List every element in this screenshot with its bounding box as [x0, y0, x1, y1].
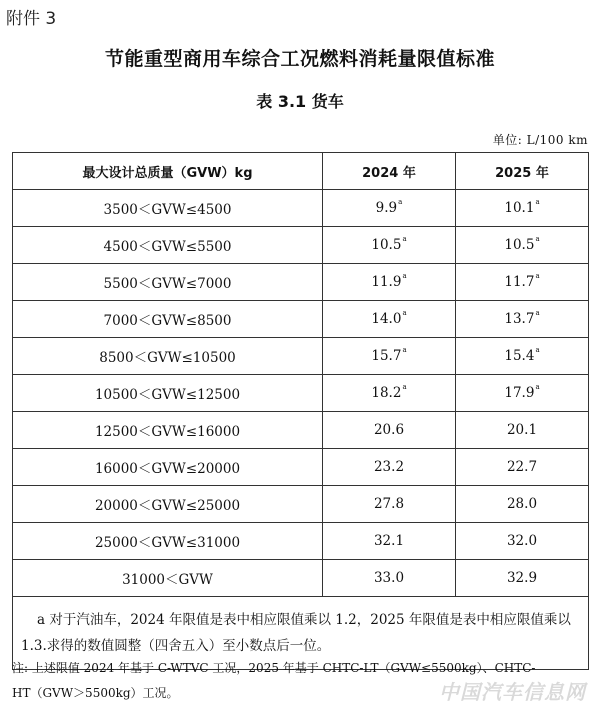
table-row: [13, 486, 589, 523]
table-note: a 对于汽油车，2024 年限值是表中相应限值乘以 1.2，2025 年限值是表中相应限值乘以 1.3.求得的数值圆整（四舍五入）至小数点后一位。: [13, 597, 589, 670]
footnote-marker: a: [402, 383, 407, 391]
table-header-row: [13, 153, 589, 190]
cell-2024-limit: [323, 486, 456, 523]
unit-label: 单位: L/100 km: [492, 133, 588, 147]
footnote-marker: a: [535, 346, 540, 354]
table-row: [13, 190, 589, 227]
cell-gvw-range: [13, 190, 323, 227]
cell-2025-limit-value: 10.1: [504, 200, 535, 216]
cell-2024-limit: [323, 560, 456, 597]
watermark-logo: 中国汽车信息网: [439, 680, 586, 704]
cell-2024-limit: [323, 227, 456, 264]
cell-gvw-range: [13, 338, 323, 375]
cell-2025-limit: [456, 449, 589, 486]
cell-gvw-range-value: 20000＜GVW≤25000: [94, 498, 241, 514]
cell-2024-limit: [323, 375, 456, 412]
cell-2024-limit-value: 15.7: [371, 348, 402, 364]
table-row: [13, 449, 589, 486]
table-row: [13, 412, 589, 449]
cell-gvw-range: [13, 523, 323, 560]
table-row: [13, 264, 589, 301]
table-row: [13, 301, 589, 338]
cell-2025-limit-value: 22.7: [506, 459, 538, 475]
cell-2025-limit: [456, 375, 589, 412]
cell-gvw-range-value: 3500＜GVW≤4500: [103, 202, 232, 218]
cell-2024-limit: [323, 190, 456, 227]
cell-2025-limit: [456, 264, 589, 301]
cell-2025-limit-value: 13.7: [504, 311, 535, 327]
footnote-marker: a: [402, 309, 407, 317]
cell-2025-limit-value: 32.0: [506, 533, 538, 549]
table-caption: 表 3.1 货车: [256, 92, 344, 111]
cell-gvw-range: [13, 560, 323, 597]
cell-gvw-range-value: 10500＜GVW≤12500: [94, 387, 241, 403]
cell-2024-limit-value: 9.9: [375, 200, 398, 216]
cell-2025-limit: [456, 412, 589, 449]
cell-gvw-range-value: 4500＜GVW≤5500: [103, 239, 232, 255]
cell-2025-limit: [456, 301, 589, 338]
annex-label: 附件 3: [6, 9, 57, 29]
footnote-marker: a: [535, 272, 540, 280]
footnote-marker: a: [402, 346, 407, 354]
cell-2025-limit-value: 20.1: [506, 422, 538, 438]
cell-2025-limit-value: 32.9: [506, 570, 538, 586]
cell-2024-limit: [323, 301, 456, 338]
cell-2025-limit-value: 11.7: [504, 274, 535, 290]
footnote-marker: a: [402, 272, 407, 280]
table-row: [13, 375, 589, 412]
cell-gvw-range: [13, 301, 323, 338]
table-row: [13, 227, 589, 264]
cell-2025-limit: [456, 560, 589, 597]
header-gvw: 最大设计总质量（GVW）kg: [13, 153, 323, 190]
cell-2025-limit-value: 28.0: [506, 496, 538, 512]
cell-2025-limit: [456, 227, 589, 264]
footnote: 注: 上述限值 2024 年基于 C-WTVC 工况，2025 年基于 CHTC-LT（GVW≤5500kg）、CHTC-HT（GVW＞5500kg）工况。: [12, 661, 536, 700]
cell-2024-limit-value: 10.5: [371, 237, 402, 253]
footnote-marker: a: [535, 383, 540, 391]
cell-gvw-range-value: 5500＜GVW≤7000: [103, 276, 232, 292]
cell-2024-limit-value: 23.2: [373, 459, 405, 475]
cell-gvw-range: [13, 449, 323, 486]
cell-2025-limit: [456, 190, 589, 227]
cell-gvw-range: [13, 486, 323, 523]
cell-2024-limit: [323, 449, 456, 486]
cell-2024-limit: [323, 523, 456, 560]
cell-gvw-range-value: 25000＜GVW≤31000: [94, 535, 241, 551]
table-row: [13, 338, 589, 375]
cell-2024-limit: [323, 264, 456, 301]
cell-gvw-range-value: 12500＜GVW≤16000: [94, 424, 241, 440]
footnote-marker: a: [535, 198, 540, 206]
footnote-marker: a: [535, 235, 540, 243]
cell-2025-limit: [456, 523, 589, 560]
cell-gvw-range: [13, 227, 323, 264]
cell-2024-limit-value: 11.9: [371, 274, 402, 290]
header-2025: 2025 年: [456, 153, 589, 190]
cell-2024-limit: [323, 412, 456, 449]
cell-2025-limit: [456, 486, 589, 523]
cell-2024-limit-value: 33.0: [373, 570, 405, 586]
cell-2024-limit-value: 14.0: [371, 311, 402, 327]
table-row: [13, 560, 589, 597]
cell-2025-limit-value: 17.9: [504, 385, 535, 401]
document-title: 节能重型商用车综合工况燃料消耗量限值标准: [104, 48, 495, 70]
cell-2024-limit-value: 20.6: [373, 422, 405, 438]
cell-gvw-range-value: 8500＜GVW≤10500: [99, 350, 236, 366]
limits-table: [12, 152, 589, 670]
cell-2025-limit-value: 10.5: [504, 237, 535, 253]
table-row: [13, 523, 589, 560]
cell-2024-limit-value: 27.8: [373, 496, 405, 512]
cell-gvw-range-value: 31000＜GVW: [122, 572, 213, 588]
footnote-marker: a: [398, 198, 403, 206]
cell-2024-limit-value: 32.1: [373, 533, 405, 549]
cell-gvw-range: [13, 412, 323, 449]
footnote-marker: a: [535, 309, 540, 317]
footnote-marker: a: [402, 235, 407, 243]
cell-2024-limit: [323, 338, 456, 375]
table-body: [13, 190, 589, 597]
header-2024: 2024 年: [323, 153, 456, 190]
cell-2024-limit-value: 18.2: [371, 385, 402, 401]
cell-2025-limit: [456, 338, 589, 375]
cell-gvw-range: [13, 375, 323, 412]
cell-gvw-range-value: 7000＜GVW≤8500: [103, 313, 232, 329]
cell-gvw-range: [13, 264, 323, 301]
cell-gvw-range-value: 16000＜GVW≤20000: [94, 461, 241, 477]
cell-2025-limit-value: 15.4: [504, 348, 535, 364]
